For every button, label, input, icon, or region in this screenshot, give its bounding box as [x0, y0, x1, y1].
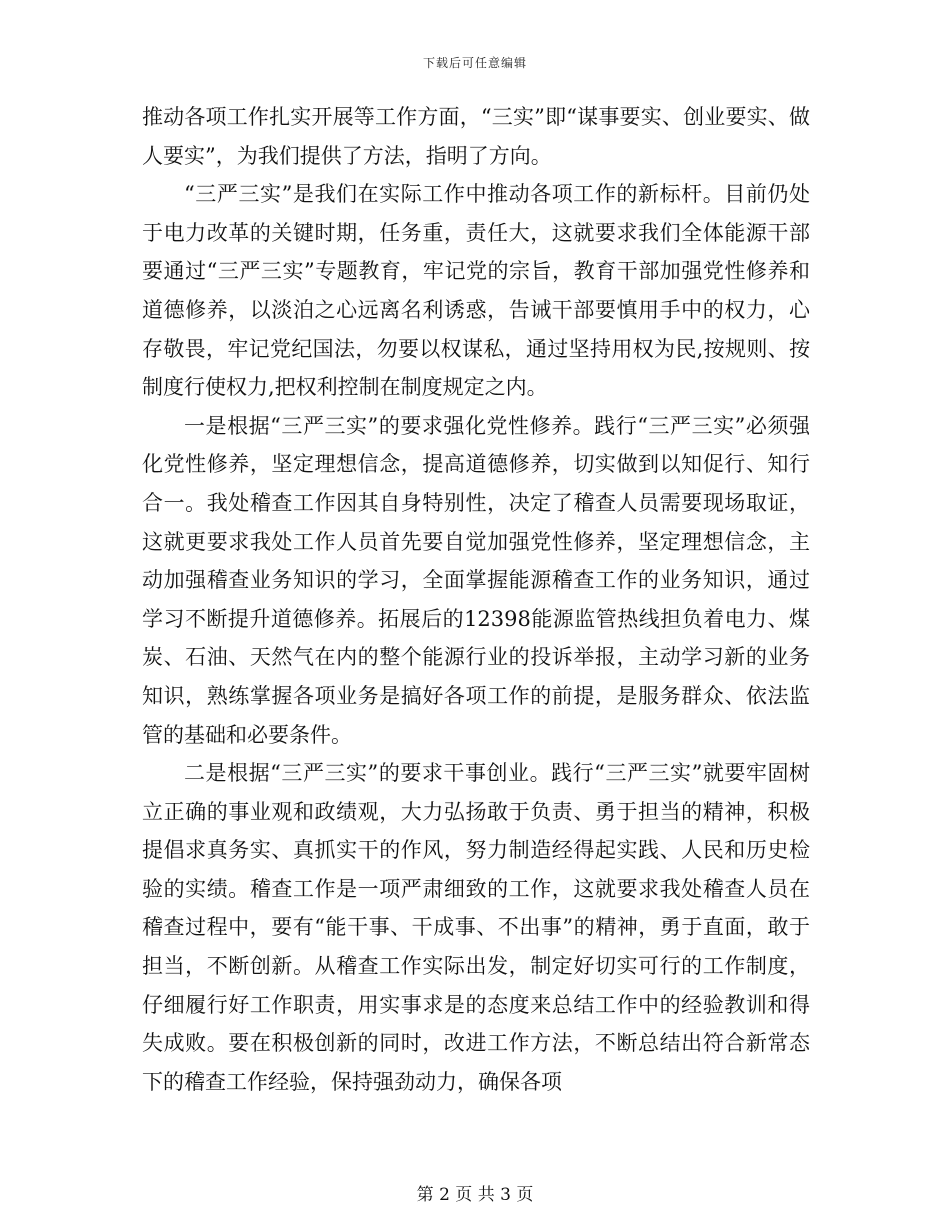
paragraph-4: 二是根据“三严三实”的要求干事创业。践行“三严三实”就要牢固树立正确的事业观和政绩观，大力弘扬敢于负责、勇于担当的精神，积极提倡求真务实、真抓实干的作风，努力制造经得起实践、人民和历史检验的实绩。稽查工作是一项严肃细致的工作，这就要求我处稽查人员在稽查过程中，要有“能干事、干成事、不出事”的精神，勇于直面，敢于担当，不断创新。从稽查工作实际出发，制定好切实可行的工作制度，仔细履行好工作职责，用实事求是的态度来总结工作中的经验教训和得失成败。要在积极创新的同时，改进工作方法，不断总结出符合新常态下的稽查工作经验，保持强劲动力，确保各项: [142, 761, 810, 1094]
page-footer: 第 2 页 共 3 页: [416, 1185, 534, 1205]
paragraph-2: “三严三实”是我们在实际工作中推动各项工作的新标杆。目前仍处于电力改革的关键时期，任务重，责任大，这就要求我们全体能源干部要通过“三严三实”专题教育，牢记党的宗旨，教育干部加强党性修养和道德修养，以淡泊之心远离名利诱惑，告诫干部要慎用手中的权力，心存敬畏，牢记党纪国法，勿要以权谋私，通过坚持用权为民,按规则、按制度行使权力,把权利控制在制度规定之内。: [142, 182, 810, 400]
document-body: [142, 98, 810, 1101]
page-header: 下载后可任意编辑: [422, 56, 527, 70]
paragraph-1: 推动各项工作扎实开展等工作方面，“三实”即“谋事要实、创业要实、做人要实”，为我们提供了方法，指明了方向。: [142, 105, 810, 168]
paragraph-3: 一是根据“三严三实”的要求强化党性修养。践行“三严三实”必须强化党性修养，坚定理想信念，提高道德修养，切实做到以知促行、知行合一。我处稽查工作因其自身特别性，决定了稽查人员需要现场取证，这就更要求我处工作人员首先要自觉加强党性修养，坚定理想信念，主动加强稽查业务知识的学习，全面掌握能源稽查工作的业务知识，通过学习不断提升道德修养。拓展后的12398能源监管热线担负着电力、煤炭、石油、天然气在内的整个能源行业的投诉举报，主动学习新的业务知识，熟练掌握各项业务是搞好各项工作的前提，是服务群众、依法监管的基础和必要条件。: [142, 413, 810, 747]
